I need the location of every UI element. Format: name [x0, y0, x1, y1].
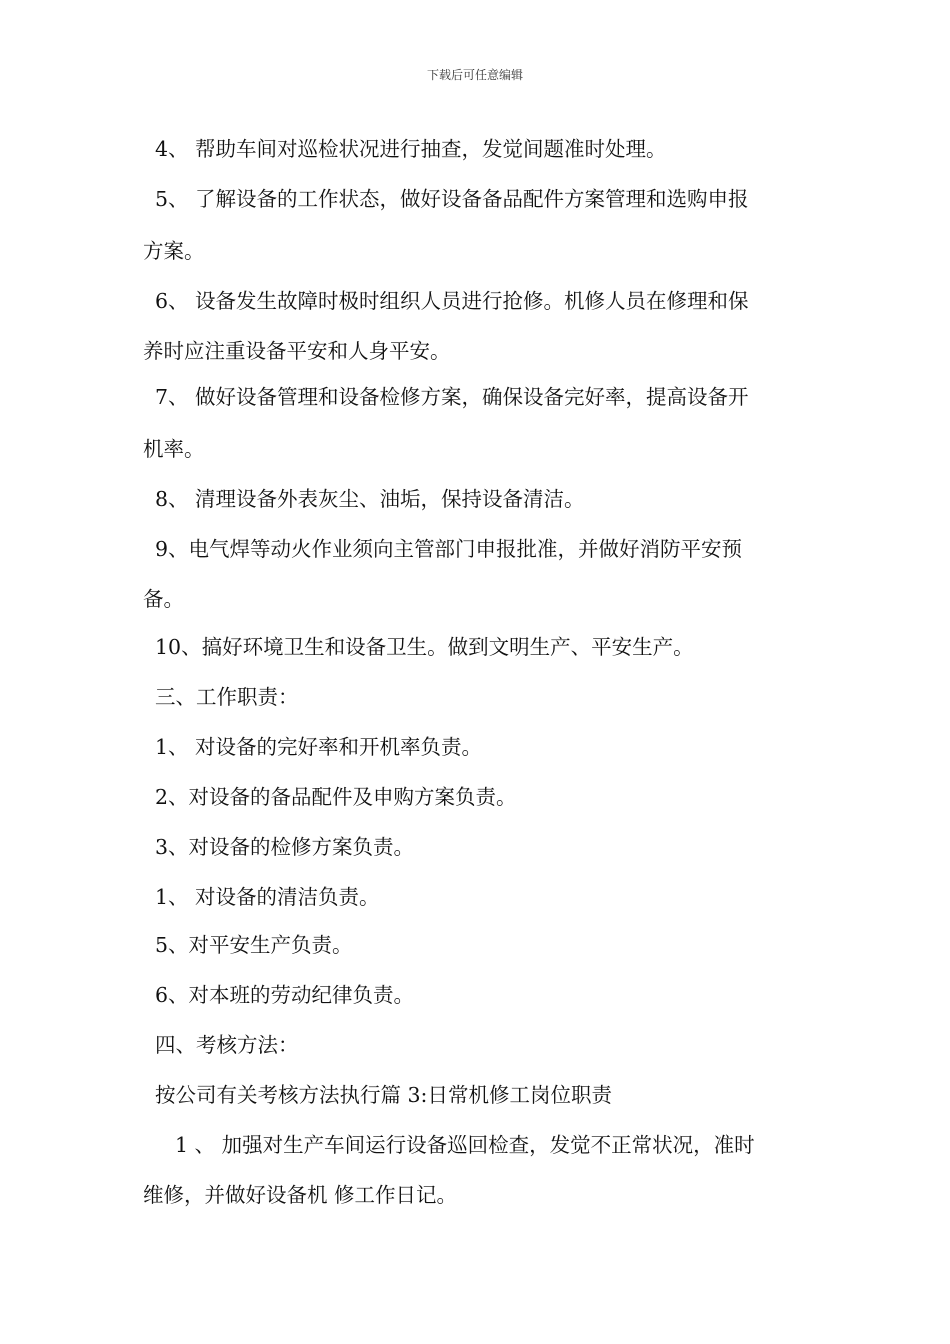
text-line: 维修，并做好设备机 修工作日记。 — [143, 1183, 458, 1207]
text-line: 5、对平安生产负责。 — [155, 933, 353, 957]
text-line: 机率。 — [143, 437, 205, 461]
section-heading: 三、工作职责： — [155, 685, 299, 709]
text-line: 6、对本班的劳动纪律负责。 — [155, 983, 415, 1007]
text-line: 按公司有关考核方法执行篇 3:日常机修工岗位职责 — [155, 1083, 612, 1107]
text-line: 1 、 加强对生产车间运行设备巡回检查，发觉不正常状况，准时 — [175, 1133, 755, 1157]
text-line: 10、搞好环境卫生和设备卫生。做到文明生产、平安生产。 — [155, 635, 694, 659]
text-line: 6、 设备发生故障时极时组织人员进行抢修。机修人员在修理和保 — [155, 289, 749, 313]
text-line: 方案。 — [143, 239, 205, 263]
text-line: 3、对设备的检修方案负责。 — [155, 835, 415, 859]
text-line: 9、电气焊等动火作业须向主管部门申报批准，并做好消防平安预 — [155, 537, 743, 561]
text-line: 备。 — [143, 587, 184, 611]
text-line: 5、 了解设备的工作状态，做好设备备品配件方案管理和选购申报 — [155, 187, 749, 211]
text-line: 4、 帮助车间对巡检状况进行抽查，发觉间题准时处理。 — [155, 137, 667, 161]
text-line: 7、 做好设备管理和设备检修方案，确保设备完好率，提高设备开 — [155, 385, 749, 409]
section-heading: 四、考核方法： — [155, 1033, 299, 1057]
text-line: 1、 对设备的完好率和开机率负责。 — [155, 735, 483, 759]
page-header: 下载后可任意编辑 — [426, 68, 523, 82]
text-line: 2、对设备的备品配件及申购方案负责。 — [155, 785, 517, 809]
text-line: 养时应注重设备平安和人身平安。 — [143, 339, 451, 363]
text-line: 8、 清理设备外表灰尘、油垢，保持设备清洁。 — [155, 487, 585, 511]
text-line: 1、 对设备的清洁负责。 — [155, 885, 380, 909]
